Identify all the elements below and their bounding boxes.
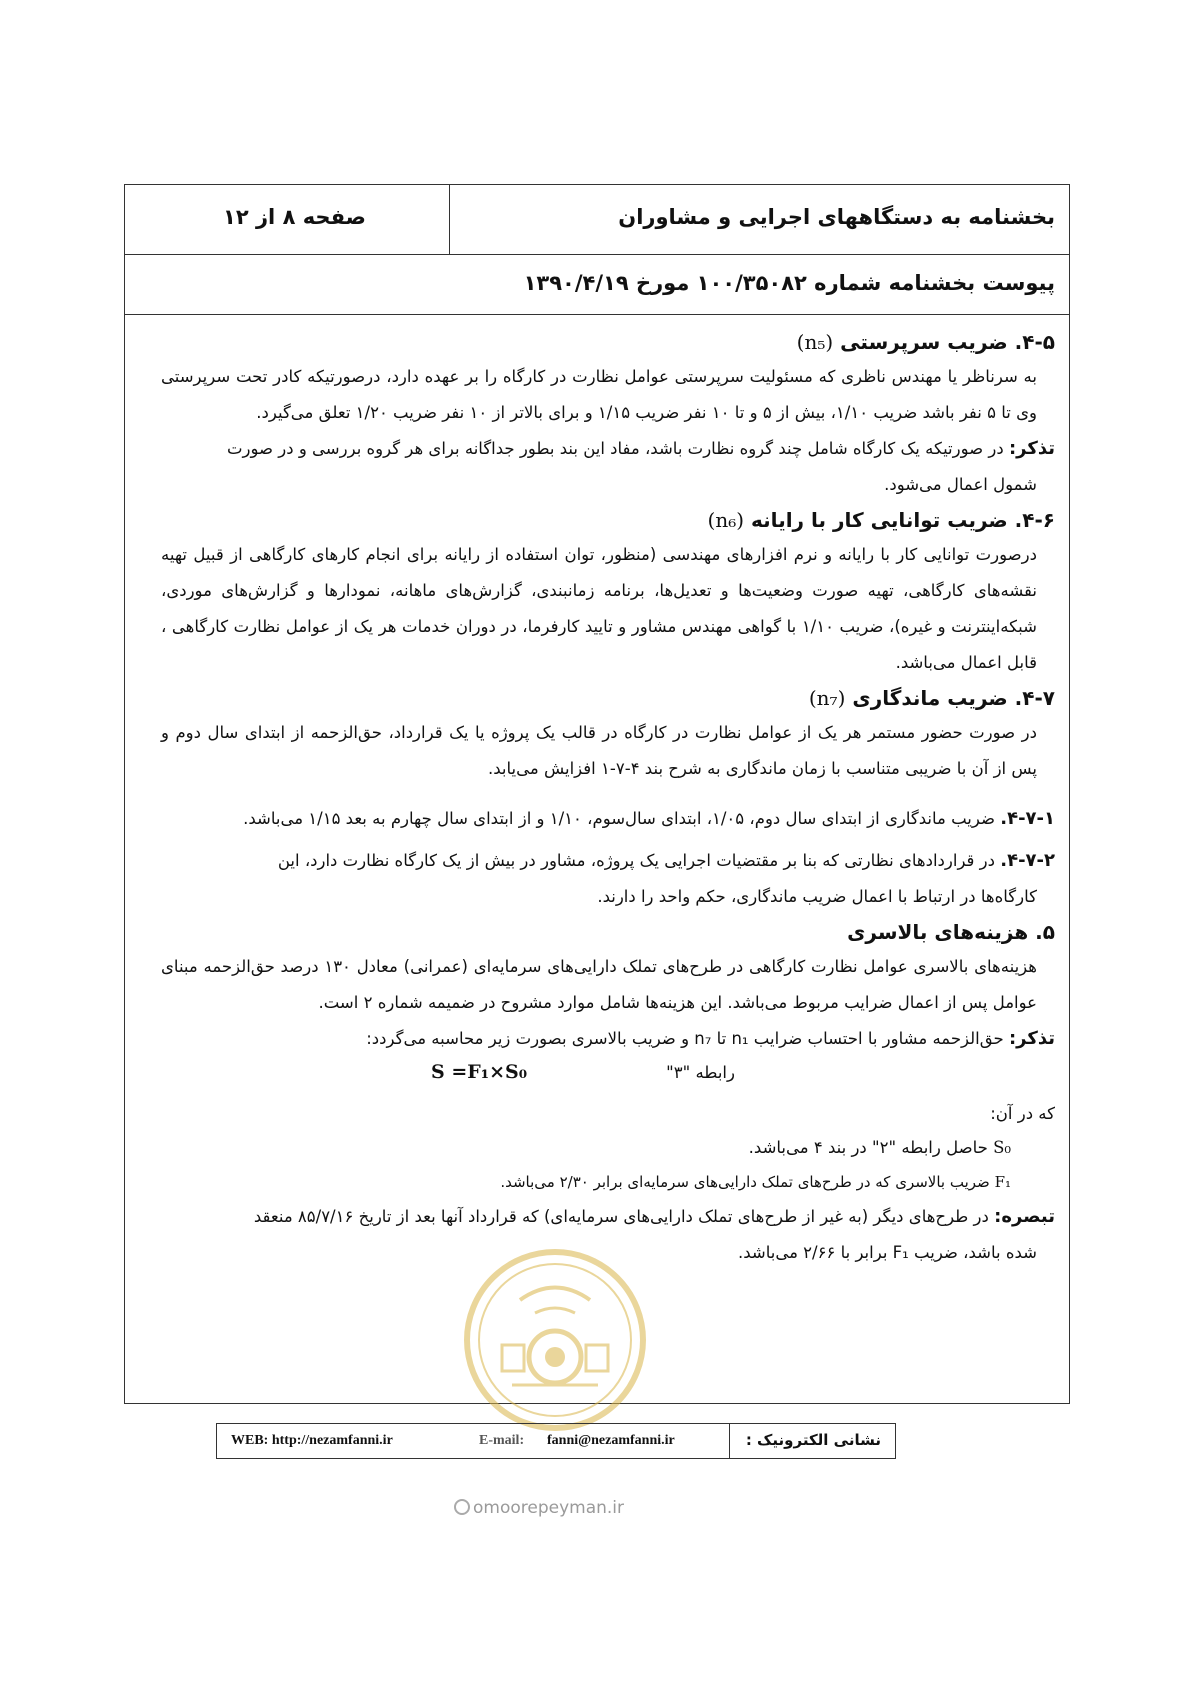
subclause-text-continued: کارگاه‌ها در ارتباط با اعمال ضریب ماندگاری، حکم واحد را دارند.: [597, 887, 1037, 906]
note-text-continued: شمول اعمال می‌شود.: [884, 475, 1037, 494]
header-title: بخشنامه به دستگاههای اجرایی و مشاوران: [618, 205, 1055, 229]
note-text: در صورتیکه یک کارگاه شامل چند گروه نظارت باشد، مفاد این بند بطور جداگانه برای هر گروه بررسی و در صورت: [227, 439, 1004, 458]
definition-symbol: F₁: [994, 1173, 1011, 1191]
subclause-4-7-2: [161, 843, 1055, 915]
document-frame: [124, 184, 1070, 1404]
heading-text: ۴-۷. ضریب ماندگاری: [852, 686, 1055, 710]
footer-email-link[interactable]: fanni@nezamfanni.ir: [547, 1433, 675, 1448]
section-paragraph: هزینه‌های بالاسری عوامل نظارت کارگاهی در طرح‌های تملک دارایی‌های سرمایه‌ای (عمرانی) معادل ۱۳۰ درصد حق‌الزحمه مبنای عوامل پس از اعمال ضرایب مربوط می‌باشد. این هزینه‌ها شامل موارد مشروح در ضمیمه شماره ۲ است.: [161, 957, 1037, 1012]
definition-symbol: S₀: [993, 1138, 1011, 1157]
page-number: صفحه ۸ از ۱۲: [223, 205, 366, 229]
site-watermark: [454, 1498, 624, 1518]
section-paragraph: درصورت توانایی کار با رایانه و نرم افزارهای مهندسی (منظور، توان استفاده از رایانه برای انجام کارهای کارگاهی از قبیل تهیه نقشه‌های کارگاهی، تهیه صورت وضعیت‌ها و تعدیل‌ها، برنامه زمانبندی، گزارش‌های ماهانه، نمودارها و گزارش‌های موردی، شبکه‌اینترنت و غیره)، ضریب ۱/۱۰ با گواهی مهندس مشاور و تایید کارفرما، در دوران خدمات هر یک از عوامل نظارت کارگاهی ، قابل اعمال می‌باشد.: [161, 545, 1037, 672]
footer-label: نشانی الکترونیک :: [745, 1431, 881, 1449]
note: [161, 431, 1055, 503]
definition-text: حاصل رابطه "۲" در بند ۴ می‌باشد.: [748, 1138, 988, 1157]
header-row: [125, 185, 1069, 255]
formula-label: رابطه "۳": [666, 1063, 735, 1082]
heading-text: ۴-۵. ضریب سرپرستی: [840, 330, 1055, 354]
heading-symbol: (n₇): [808, 686, 846, 710]
header-divider: [449, 185, 450, 255]
remark-text: در طرح‌های دیگر (به غیر از طرح‌های تملک دارایی‌های سرمایه‌ای) که قرارداد آنها بعد از تاریخ ۸۵/۷/۱۶ منعقد: [253, 1207, 989, 1226]
heading-text: ۴-۶. ضریب توانایی کار با رایانه: [751, 508, 1055, 532]
heading-symbol: (n₅): [796, 330, 834, 354]
watermark-logo-icon: [454, 1499, 470, 1515]
subclause-label: ۴-۷-۱.: [1000, 808, 1055, 829]
watermark-text: omoorepeyman.ir: [473, 1498, 625, 1518]
footer-divider: [729, 1424, 730, 1458]
footer-web-link[interactable]: WEB: http://nezamfanni.ir: [231, 1433, 393, 1448]
subclause-label: ۴-۷-۲.: [1000, 850, 1055, 871]
footer-email-label: E-mail:: [479, 1433, 525, 1448]
heading-symbol: (n₆): [707, 508, 745, 532]
section-paragraph: به سرناظر یا مهندس ناظری که مسئولیت سرپرستی عوامل نظارت در کارگاه را بر عهده دارد، درصورتیکه کادر تحت سرپرستی وی تا ۵ نفر باشد ضریب ۱/۱۰، بیش از ۵ و تا ۱۰ نفر ضریب ۱/۱۵ و برای بالاتر از ۱۰ نفر ضریب ۱/۲۰ تعلق می‌گیرد.: [161, 367, 1037, 422]
definition-f1: [161, 1165, 1011, 1199]
definition-text: ضریب بالاسری که در طرح‌های تملک دارایی‌های سرمایه‌ای برابر ۲/۳۰ می‌باشد.: [500, 1173, 990, 1191]
section-paragraph: در صورت حضور مستمر هر یک از عوامل نظارت در کارگاه در قالب یک پروژه یا یک قرارداد، حق‌الزحمه از ابتدای سال دوم و پس از آن با ضریبی متناسب با زمان ماندگاری به شرح بند ۴-۷-۱ افزایش می‌یابد.: [161, 723, 1037, 778]
formula: S =F₁×S₀: [431, 1061, 528, 1083]
section-heading-4-6: [161, 503, 1055, 537]
attachment-row: [125, 255, 1069, 315]
attachment-title: پیوست بخشنامه شماره ۱۰۰/۳۵۰۸۲ مورخ ۱۳۹۰/۴/۱۹: [523, 271, 1055, 295]
note-text: حق‌الزحمه مشاور با احتساب ضرایب n₁ تا n₇ و ضریب بالاسری بصورت زیر محاسبه می‌گردد:: [366, 1029, 1004, 1048]
section-heading-4-7: [161, 681, 1055, 715]
subclause-text: ضریب ماندگاری از ابتدای سال دوم، ۱/۰۵، ابتدای سال‌سوم، ۱/۱۰ و از ابتدای سال چهارم به بعد ۱/۱۵ می‌باشد.: [243, 809, 995, 828]
where-text: که در آن:: [990, 1104, 1055, 1123]
document-body: [161, 325, 1055, 1271]
formula-row: [161, 1057, 1055, 1097]
note: [161, 1021, 1055, 1057]
definition-s0: [161, 1131, 1011, 1165]
subclause-text: در قراردادهای نظارتی که بنا بر مقتضیات اجرایی یک پروژه، مشاور در بیش از یک کارگاه نظارت دارد، این: [277, 851, 995, 870]
remark-label: تبصره:: [994, 1206, 1055, 1227]
remark-text-continued: شده باشد، ضریب F₁ برابر با ۲/۶۶ می‌باشد.: [737, 1243, 1037, 1262]
subclause-4-7-1: [161, 801, 1055, 837]
section-heading-5: ۵. هزینه‌های بالاسری: [847, 920, 1055, 944]
note-label: تذکر:: [1008, 438, 1055, 459]
section-heading-4-5: [161, 325, 1055, 359]
note-label: تذکر:: [1008, 1028, 1055, 1049]
watermark-seal: [460, 1245, 650, 1435]
footer-box: [216, 1423, 896, 1459]
